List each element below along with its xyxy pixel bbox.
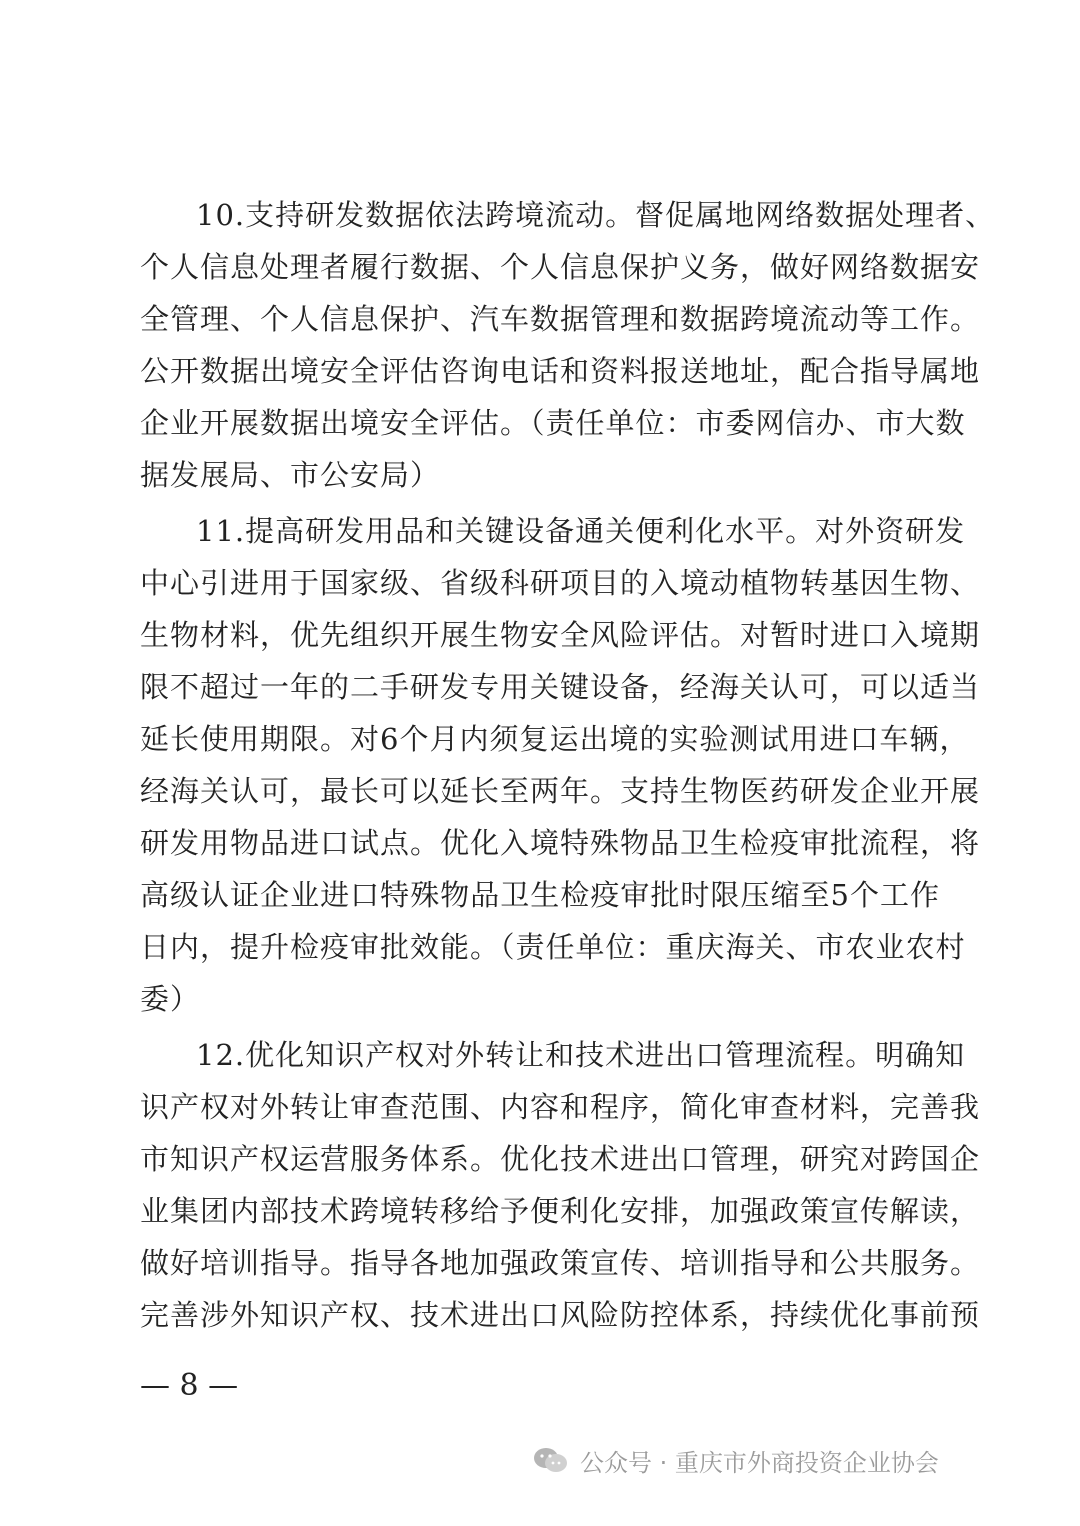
paragraph-11-line-4: 限不超过一年的二手研发专用关键设备，经海关认可，可以适当 [140, 670, 981, 704]
paragraph-10-line-5: 企业开展数据出境安全评估。（责任单位：市委网信办、市大数 [140, 406, 966, 440]
paragraph-12-line-4: 业集团内部技术跨境转移给予便利化安排，加强政策宣传解读， [140, 1194, 981, 1228]
page-number: — 8 — [140, 1368, 239, 1403]
paragraph-12-line-1: 12.优化知识产权对外转让和技术进出口管理流程。明确知 [196, 1038, 966, 1072]
paragraph-10-line-6: 据发展局、市公安局） [140, 458, 441, 492]
paragraph-11-line-9: 日内，提升检疫审批效能。（责任单位：重庆海关、市农业农村 [140, 930, 966, 964]
paragraph-12-line-5: 做好培训指导。指导各地加强政策宣传、培训指导和公共服务。 [140, 1246, 981, 1280]
paragraph-12-line-6: 完善涉外知识产权、技术进出口风险防控体系，持续优化事前预 [140, 1298, 981, 1332]
watermark-text: 公众号 · 重庆市外商投资企业协会 [580, 1448, 939, 1477]
paragraph-11-line-5: 延长使用期限。对6个月内须复运出境的实验测试用进口车辆， [140, 722, 970, 756]
paragraph-12-line-2: 识产权对外转让审查范围、内容和程序，简化审查材料，完善我 [140, 1090, 981, 1124]
paragraph-10-line-4: 公开数据出境安全评估咨询电话和资料报送地址，配合指导属地 [140, 354, 981, 388]
paragraph-11-line-6: 经海关认可，最长可以延长至两年。支持生物医药研发企业开展 [140, 774, 981, 808]
paragraph-11-line-1: 11.提高研发用品和关键设备通关便利化水平。对外资研发 [196, 514, 966, 548]
wechat-icon [532, 1445, 570, 1475]
paragraph-10-line-1: 10.支持研发数据依法跨境流动。督促属地网络数据处理者、 [196, 198, 996, 232]
wechat-watermark [532, 1440, 939, 1480]
paragraph-11-line-8: 高级认证企业进口特殊物品卫生检疫审批时限压缩至5个工作 [140, 878, 940, 912]
paragraph-10-line-2: 个人信息处理者履行数据、个人信息保护义务，做好网络数据安 [140, 250, 981, 284]
paragraph-10-line-3: 全管理、个人信息保护、汽车数据管理和数据跨境流动等工作。 [140, 302, 981, 336]
paragraph-11-line-10: 委） [140, 982, 201, 1016]
paragraph-11-line-3: 生物材料，优先组织开展生物安全风险评估。对暂时进口入境期 [140, 618, 981, 652]
paragraph-11-line-7: 研发用物品进口试点。优化入境特殊物品卫生检疫审批流程，将 [140, 826, 981, 860]
paragraph-11-line-2: 中心引进用于国家级、省级科研项目的入境动植物转基因生物、 [140, 566, 981, 600]
paragraph-12-line-3: 市知识产权运营服务体系。优化技术进出口管理，研究对跨国企 [140, 1142, 981, 1176]
